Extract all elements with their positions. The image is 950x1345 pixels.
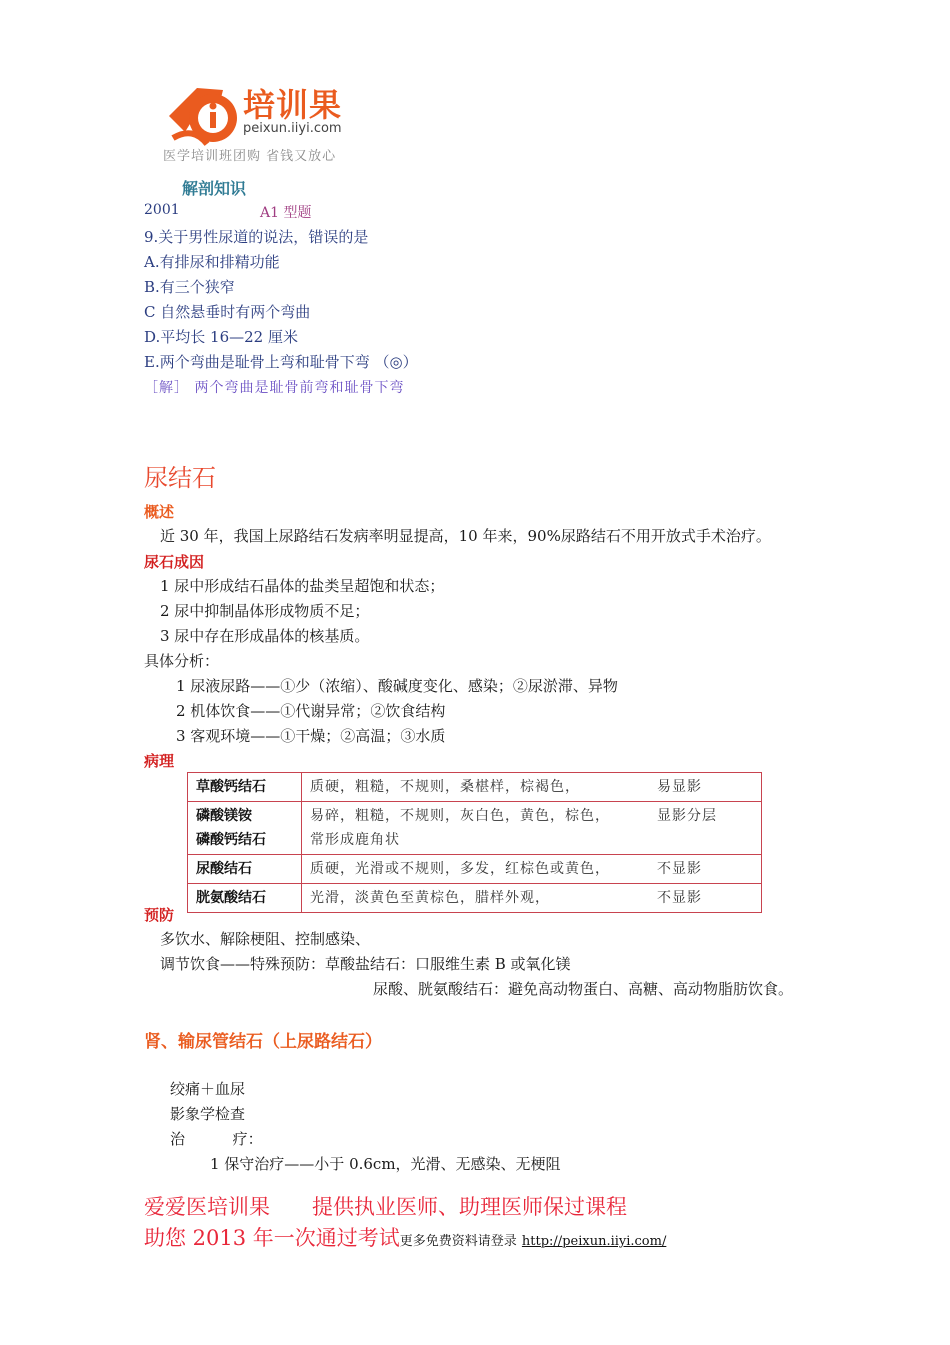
option-c: C 自然悬垂时有两个弯曲 [144, 303, 311, 321]
option-e: E.两个弯曲是耻骨上弯和耻骨下弯 （◎） [144, 353, 418, 371]
table-row [188, 884, 762, 913]
stone-name: 草酸钙结石 [188, 773, 302, 802]
analysis-item: 2 机体饮食——①代谢异常；②饮食结构 [176, 702, 446, 720]
xray-visibility: 不显影 [657, 861, 702, 877]
anatomy-title: 解剖知识 [182, 179, 247, 198]
table-row [188, 855, 762, 884]
footer-offer: 提供执业医师、助理医师保过课程 [312, 1195, 627, 1219]
footer-more: 更多免费资料请登录 [399, 1234, 517, 1249]
upper-line: 治 疗： [170, 1130, 263, 1148]
logo-url: peixun.iiyi.com [243, 121, 342, 136]
upper-line: 影象学检查 [170, 1105, 246, 1123]
cause-heading: 尿石成因 [144, 553, 205, 571]
section-title-stones: 尿结石 [144, 464, 216, 492]
logo-tagline: 医学培训班团购 省钱又放心 [163, 149, 337, 164]
stone-description: 易碎，粗糙，不规则，灰白色，黄色，棕色， 常形成鹿角状 [310, 808, 610, 848]
question-stem: 9.关于男性尿道的说法，错误的是 [144, 228, 369, 246]
option-b: B.有三个狭窄 [144, 278, 235, 296]
xray-visibility: 易显影 [657, 779, 702, 795]
cause-item: 1 尿中形成结石晶体的盐类呈超饱和状态； [160, 577, 445, 595]
stone-name: 胱氨酸结石 [188, 884, 302, 913]
option-d: D.平均长 16—22 厘米 [144, 328, 298, 346]
footer-link[interactable]: http://peixun.iiyi.com/ [521, 1234, 667, 1249]
footer-slogan: 助您 2013 年一次通过考试 [144, 1226, 400, 1250]
upper-line: 1 保守治疗——小于 0.6cm，光滑、无感染、无梗阻 [210, 1155, 561, 1173]
table-row [188, 773, 762, 802]
prevention-heading: 预防 [144, 906, 175, 924]
cause-item: 2 尿中抑制晶体形成物质不足； [160, 602, 370, 620]
cause-item: 3 尿中存在形成晶体的核基质。 [160, 627, 370, 645]
analysis-item: 3 客观环境——①干燥；②高温；③水质 [176, 727, 446, 745]
stone-name: 尿酸结石 [188, 855, 302, 884]
stone-name: 磷酸镁铵 磷酸钙结石 [188, 802, 302, 855]
overview-text: 近 30 年，我国上尿路结石发病率明显提高，10 年来，90%尿路结石不用开放式手术治疗。 [160, 527, 771, 545]
upper-tract-heading: 肾、输尿管结石（上尿路结石） [144, 1032, 382, 1052]
option-a: A.有排尿和排精功能 [144, 253, 280, 271]
xray-visibility: 显影分层 [657, 808, 717, 824]
prevention-item: 尿酸、胱氨酸结石：避免高动物蛋白、高糖、高动物脂肪饮食。 [373, 980, 794, 998]
xray-visibility: 不显影 [657, 890, 702, 906]
table-row [188, 802, 762, 855]
footer-brand: 爱爱医培训果 [144, 1195, 270, 1219]
stone-description: 光滑，淡黄色至黄棕色，腊样外观， [310, 890, 550, 906]
prevention-item: 调节饮食——特殊预防：草酸盐结石：口服维生素 B 或氧化镁 [160, 955, 571, 973]
upper-line: 绞痛＋血尿 [170, 1080, 246, 1098]
analysis-heading: 具体分析： [144, 652, 220, 670]
answer-explanation: ［解］ 两个弯曲是耻骨前弯和耻骨下弯 [144, 380, 405, 396]
question-year: 2001 [144, 202, 180, 218]
analysis-item: 1 尿液尿路——①少（浓缩）、酸碱度变化、感染；②尿淤滞、异物 [176, 677, 618, 695]
question-type: A1 型题 [260, 205, 312, 221]
overview-heading: 概述 [144, 503, 175, 521]
logo-name: 培训果 [243, 86, 343, 124]
stone-description: 质硬，光滑或不规则，多发，红棕色或黄色， [310, 861, 610, 877]
pathology-heading: 病理 [144, 752, 175, 770]
stone-description: 质硬，粗糙，不规则，桑椹样，棕褐色， [310, 779, 580, 795]
prevention-item: 多饮水、解除梗阻、控制感染、 [160, 930, 371, 948]
pathology-table [187, 772, 762, 913]
